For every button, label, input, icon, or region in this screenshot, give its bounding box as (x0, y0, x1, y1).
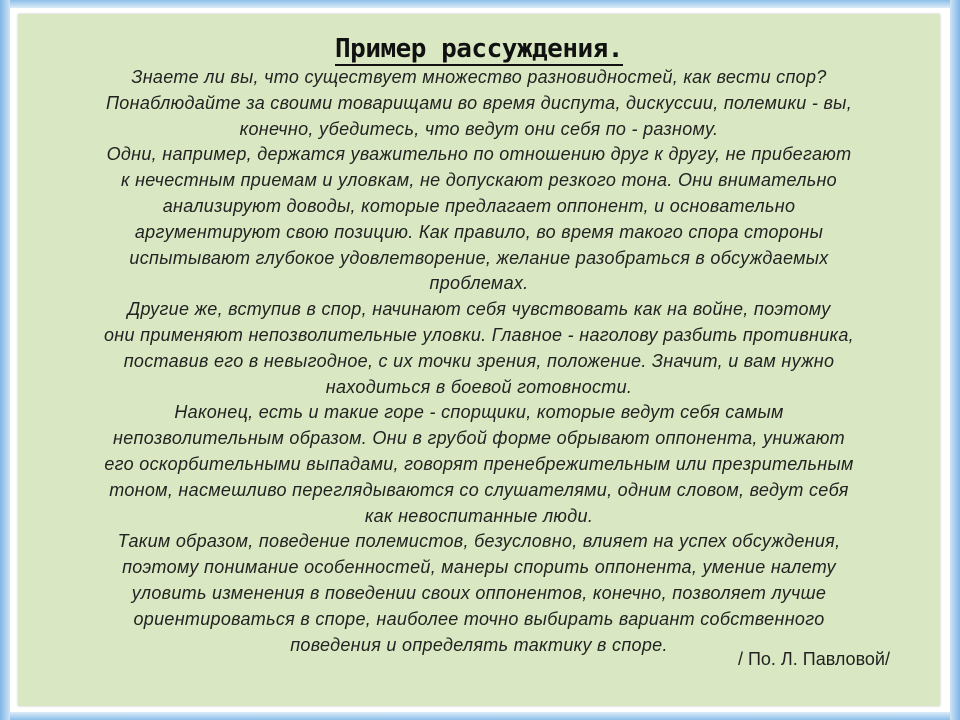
text-line: как невоспитанные люди. (364, 505, 594, 526)
text-line: его оскорбительными выпадами, говорят пренебрежительным или презрительным (104, 453, 854, 474)
frame-left-border (0, 0, 10, 720)
text-line: Наконец, есть и такие горе - спорщики, которые ведут себя самым (174, 402, 784, 423)
text-line: проблемах. (429, 273, 529, 294)
text-line: поведения и определять тактику в споре. (290, 634, 668, 655)
text-line: Понаблюдайте за своими товарищами во время диспута, дискуссии, полемики - вы, (105, 92, 853, 113)
text-line: находиться в боевой готовности. (325, 376, 633, 397)
frame-right-border (950, 0, 960, 720)
frame-bottom-border (0, 712, 960, 720)
text-line: Таким образом, поведение полемистов, безусловно, влияет на успех обсуждения, (117, 531, 841, 552)
slide (18, 14, 940, 706)
text-line: анализируют доводы, которые предлагает оппонент, и основательно (162, 195, 796, 216)
text-line: Знаете ли вы, что существует множество разновидностей, как вести спор? (131, 67, 827, 87)
text-line: Одни, например, держатся уважительно по отношению друг к другу, не прибегают (106, 144, 852, 165)
text-line: уловить изменения в поведении своих оппонентов, конечно, позволяет лучше (131, 582, 827, 603)
frame-top-border (0, 0, 960, 8)
text-line: к нечестным приемам и уловкам, не допускают резкого тона. Они внимательно (120, 170, 837, 191)
text-line: тоном, насмешливо переглядываются со слушателями, одним словом, ведут себя (109, 479, 849, 500)
slide-title-text: Пример рассуждения. (335, 34, 623, 64)
text-line: поставив его в невыгодное, с их точки зрения, положение. Значит, и вам нужно (123, 350, 835, 371)
author-attribution: / По. Л. Павловой/ (737, 649, 890, 669)
text-line: конечно, убедитесь, что ведут они себя по - разному. (239, 118, 719, 139)
text-line: непозволительным образом. Они в грубой форме обрывают оппонента, унижают (113, 428, 845, 449)
slide-body-text (48, 65, 910, 658)
text-line: поэтому понимание особенностей, манеры спорить оппонента, умение налету (122, 557, 836, 578)
text-line: ориентироваться в споре, наиболее точно выбирать вариант собственного (133, 608, 825, 629)
slide-title (18, 32, 940, 66)
text-line: испытывают глубокое удовлетворение, желание разобраться в обсуждаемых (129, 247, 829, 268)
text-line: аргументируют свою позицию. Как правило, во время такого спора стороны (134, 221, 824, 242)
text-line: они применяют непозволительные уловки. Главное - наголову разбить противника, (104, 324, 854, 345)
text-line: Другие же, вступив в спор, начинают себя чувствовать как на войне, поэтому (127, 299, 831, 320)
